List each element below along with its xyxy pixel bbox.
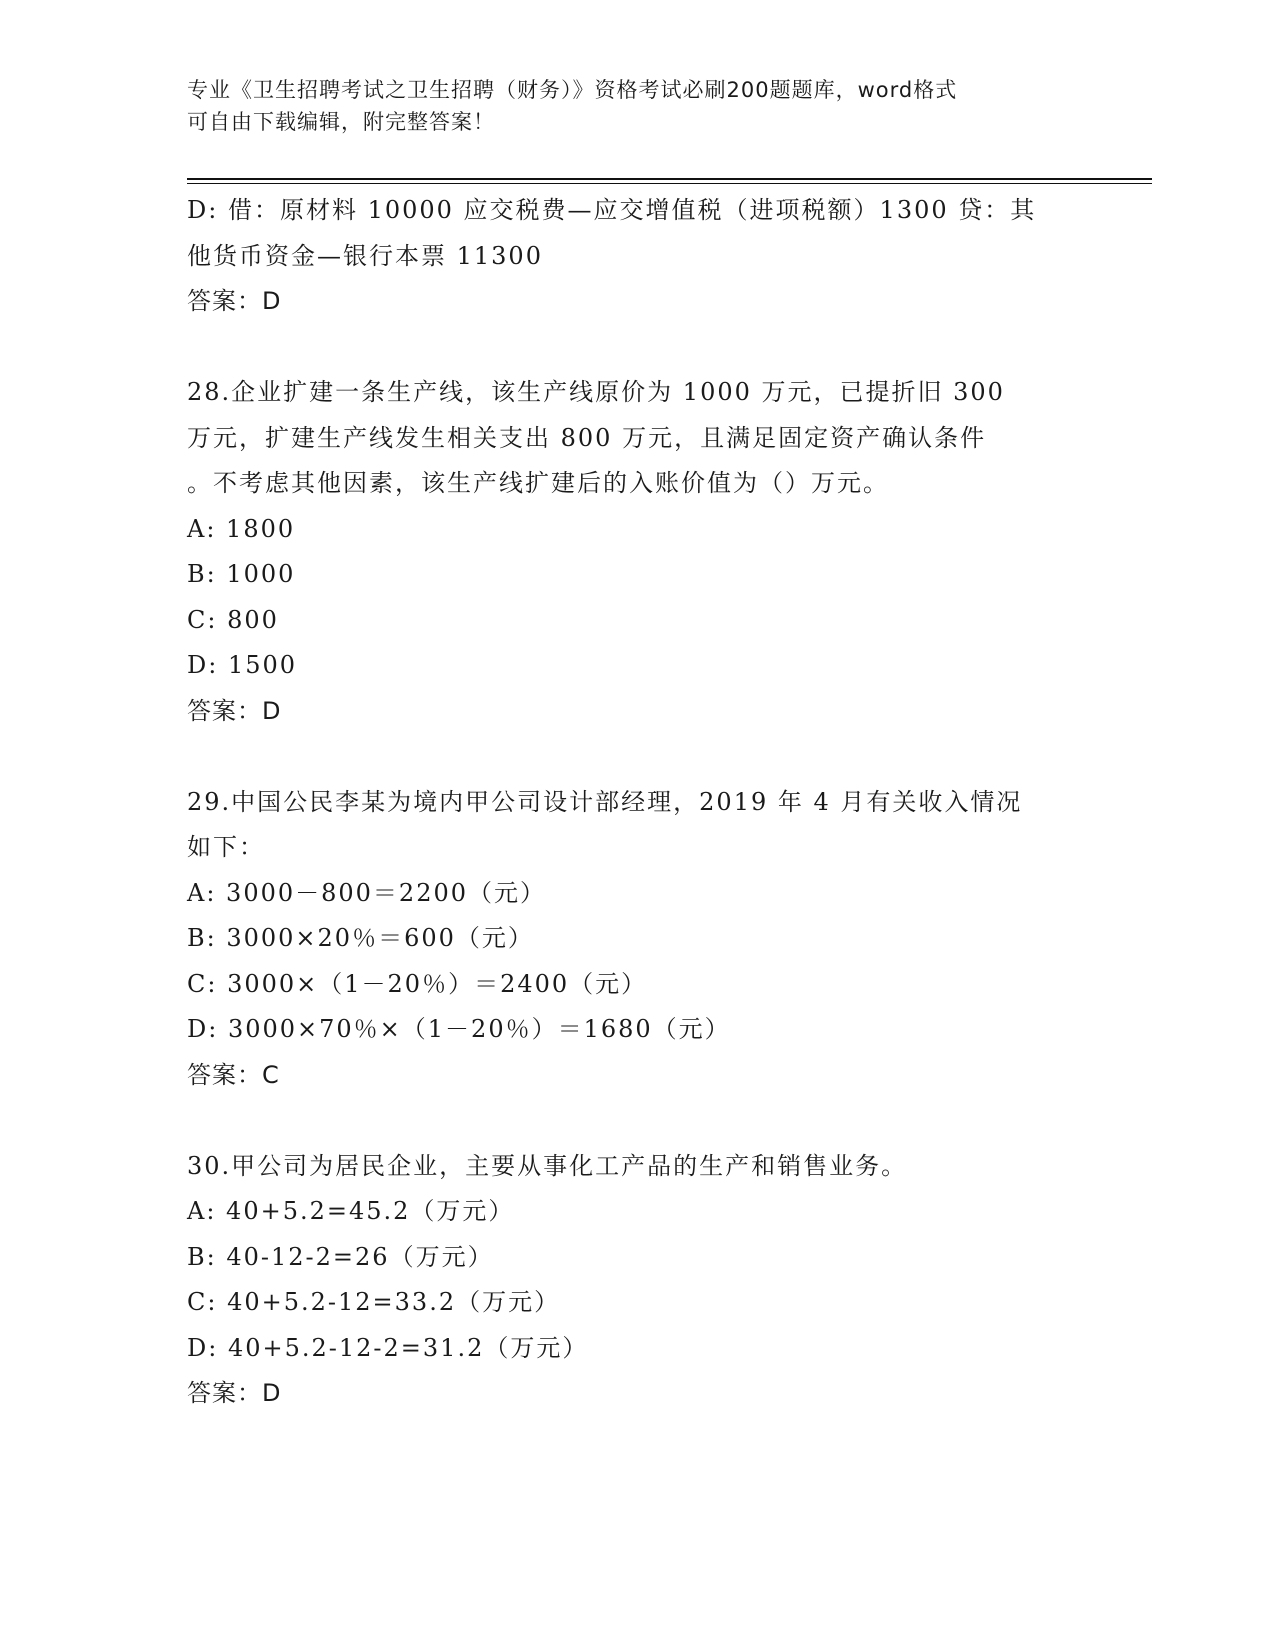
header-divider-thin <box>187 183 1152 184</box>
option-b: B: 1000 <box>187 560 296 588</box>
question-text-line: 28.企业扩建一条生产线，该生产线原价为 1000 万元，已提折旧 300 <box>187 378 1005 406</box>
option-c: C: 40+5.2-12=33.2（万元） <box>187 1288 561 1316</box>
question-content <box>187 188 1087 1417</box>
answer-label: 答案：C <box>187 1060 280 1089</box>
header-line-1: 专业《卫生招聘考试之卫生招聘（财务）》资格考试必刷200题题库，word格式 <box>187 78 958 102</box>
option-b: B: 3000×20％＝600（元） <box>187 924 534 952</box>
header-divider-thick <box>187 178 1152 180</box>
option-d: D: 40+5.2-12-2=31.2（万元） <box>187 1333 589 1362</box>
question-text-line: 30.甲公司为居民企业，主要从事化工产品的生产和销售业务。 <box>187 1151 908 1180</box>
answer-label: 答案：D <box>187 1379 282 1407</box>
question-30 <box>187 1144 1087 1417</box>
question-28 <box>187 370 1087 734</box>
answer-label: 答案：D <box>187 287 282 315</box>
question-text-line: 。不考虑其他因素，该生产线扩建后的入账价值为（）万元。 <box>187 469 889 497</box>
option-d: D: 3000×70％×（1－20％）＝1680（元） <box>187 1015 731 1043</box>
question-text-line: 29.中国公民李某为境内甲公司设计部经理，2019 年 4 月有关收入情况 <box>187 787 1023 816</box>
question-text-line: 万元，扩建生产线发生相关支出 800 万元，且满足固定资产确认条件 <box>187 423 987 452</box>
document-header <box>187 74 1067 138</box>
question-29 <box>187 780 1087 1099</box>
option-d: D: 1500 <box>187 651 298 679</box>
option-a: A: 1800 <box>187 514 296 543</box>
partial-option-line-2: 他货币资金—银行本票 11300 <box>187 241 543 270</box>
partial-option-line-1: D: 借：原材料 10000 应交税费—应交增值税（进项税额）1300 贷：其 <box>187 196 1037 224</box>
question-text-line: 如下： <box>187 833 265 861</box>
answer-label: 答案：D <box>187 696 282 725</box>
option-a: A: 40+5.2=45.2（万元） <box>187 1197 515 1225</box>
option-c: C: 3000×（1－20％）＝2400（元） <box>187 969 648 998</box>
option-b: B: 40-12-2=26（万元） <box>187 1242 494 1271</box>
header-line-2: 可自由下载编辑，附完整答案！ <box>187 110 495 134</box>
option-c: C: 800 <box>187 605 279 634</box>
option-a: A: 3000－800＝2200（元） <box>187 878 547 907</box>
